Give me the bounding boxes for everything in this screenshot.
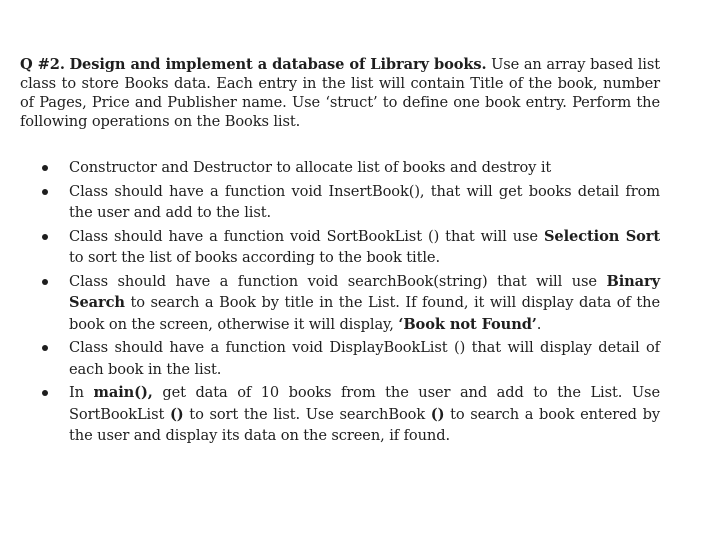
question-number: Q #2. <box>20 56 65 73</box>
requirement-search-book <box>69 271 660 336</box>
question-paragraph <box>20 55 660 131</box>
requirement-text: Class should have a function void DisplayBookList () that will display detail of each book in the list. <box>69 339 660 378</box>
requirements-list <box>20 157 660 447</box>
requirement-emphasis: () <box>430 405 445 423</box>
requirement-emphasis: ‘Book not Found’ <box>398 315 537 333</box>
requirement-constructor <box>69 157 660 179</box>
requirement-text: to search a Book by title in the List. If found, it will display data of the book on the screen, otherwise it will display, <box>69 294 660 333</box>
question-heading: Design and implement a database of Library books. <box>69 56 487 73</box>
requirement-sort-book-list <box>69 226 660 269</box>
requirement-text: In <box>69 384 94 401</box>
question-body: Use an array based list class to store Books data. Each entry in the list will contain Title of the book, number of Pages, Price and Publisher name. Use ‘struct’ to define one book entry. Perform the following operations on the Books list. <box>20 56 660 130</box>
requirement-text: to sort the list. Use searchBook <box>183 405 431 423</box>
requirement-text: . <box>536 315 542 333</box>
requirement-insert-book <box>69 181 660 224</box>
requirement-main <box>69 382 660 447</box>
requirement-text: Class should have a function void searchBook(string) that will use <box>69 272 607 290</box>
requirement-emphasis: Binary Search <box>69 272 660 311</box>
requirement-text: to sort the list of books according to the book title. <box>69 249 440 266</box>
requirement-emphasis: main(), <box>93 384 153 401</box>
requirement-emphasis: () <box>169 405 184 423</box>
requirement-text: get data of 10 books from the user and add to the List. Use SortBookList <box>69 384 660 423</box>
requirement-emphasis: Selection Sort <box>543 227 660 245</box>
requirement-text: Constructor and Destructor to allocate list of books and destroy it <box>69 159 552 176</box>
requirement-text: Class should have a function void SortBookList () that will use <box>69 227 544 245</box>
requirement-text: Class should have a function void InsertBook(), that will get books detail from the user and add to the list. <box>69 182 660 221</box>
requirement-text: to search a book entered by the user and display its data on the screen, if found. <box>69 405 660 444</box>
requirement-display-book-list <box>69 337 660 380</box>
